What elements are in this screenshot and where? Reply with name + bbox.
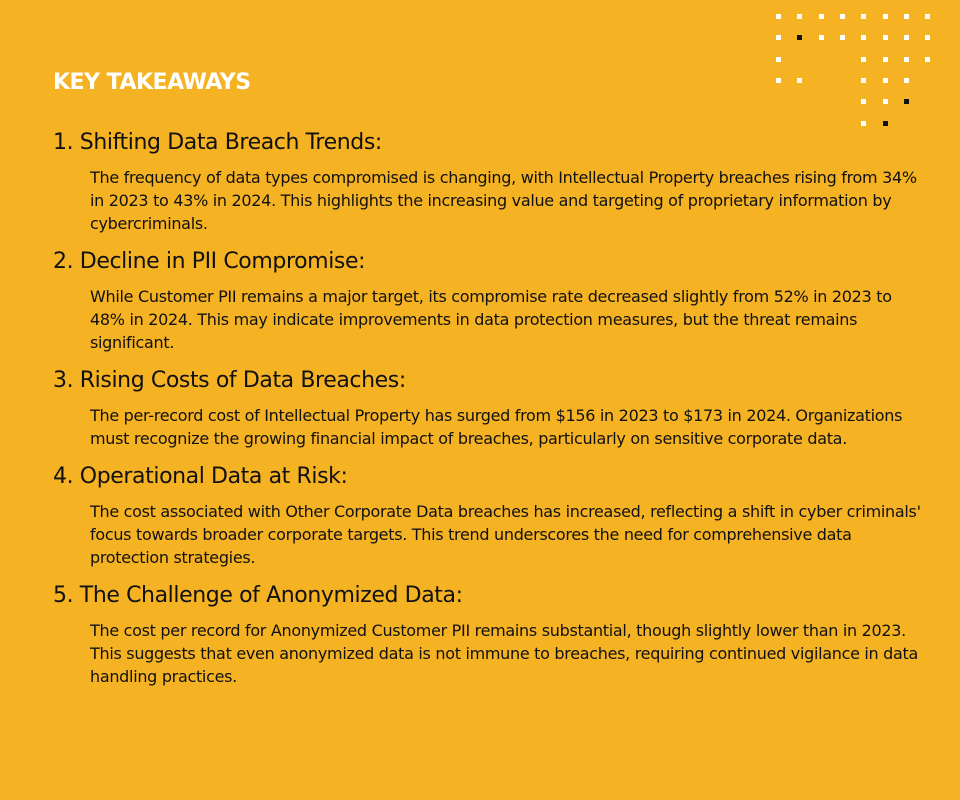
pattern-dot bbox=[840, 14, 845, 19]
takeaway-title: 1. Shifting Data Breach Trends: bbox=[53, 130, 382, 155]
takeaway-item bbox=[53, 581, 933, 688]
pattern-dot bbox=[797, 14, 802, 19]
pattern-dot bbox=[904, 35, 909, 40]
pattern-dot bbox=[776, 35, 781, 40]
accent-dot bbox=[883, 121, 888, 126]
pattern-dot bbox=[904, 78, 909, 83]
takeaway-title: 5. The Challenge of Anonymized Data: bbox=[53, 583, 463, 608]
takeaway-item bbox=[53, 247, 933, 354]
pattern-dot bbox=[776, 14, 781, 19]
pattern-dot bbox=[840, 35, 845, 40]
pattern-dot bbox=[861, 78, 866, 83]
pattern-dot bbox=[819, 14, 824, 19]
pattern-dot bbox=[861, 35, 866, 40]
pattern-dot bbox=[797, 78, 802, 83]
pattern-dot bbox=[925, 57, 930, 62]
decorative-dot-pattern bbox=[776, 14, 946, 134]
pattern-dot bbox=[925, 35, 930, 40]
pattern-dot bbox=[883, 57, 888, 62]
takeaway-item bbox=[53, 366, 933, 450]
pattern-dot bbox=[861, 57, 866, 62]
takeaway-body: The per-record cost of Intellectual Property has surged from $156 in 2023 to $173 in 2024. Organizations must recognize the growing financial impact of breaches, particularly on sensitive corporate data. bbox=[90, 406, 903, 448]
pattern-dot bbox=[861, 99, 866, 104]
page-title: KEY TAKEAWAYS bbox=[53, 70, 251, 95]
pattern-dot bbox=[883, 78, 888, 83]
takeaway-body: The cost associated with Other Corporate Data breaches has increased, reflecting a shift in cyber criminals' focus towards broader corporate targets. This trend underscores the need for comprehensive data protection strategies. bbox=[90, 502, 921, 567]
takeaway-title: 2. Decline in PII Compromise: bbox=[53, 249, 366, 274]
pattern-dot bbox=[883, 14, 888, 19]
takeaway-item bbox=[53, 128, 933, 235]
pattern-dot bbox=[883, 99, 888, 104]
pattern-dot bbox=[776, 57, 781, 62]
pattern-dot bbox=[925, 14, 930, 19]
accent-dot bbox=[797, 35, 802, 40]
takeaways-list bbox=[53, 128, 933, 700]
pattern-dot bbox=[819, 35, 824, 40]
takeaway-title: 3. Rising Costs of Data Breaches: bbox=[53, 368, 406, 393]
pattern-dot bbox=[861, 14, 866, 19]
takeaway-body: The cost per record for Anonymized Customer PII remains substantial, though slightly lower than in 2023. This suggests that even anonymized data is not immune to breaches, requiring continued vigilance in data handling practices. bbox=[90, 621, 919, 686]
takeaway-body: While Customer PII remains a major target, its compromise rate decreased slightly from 52% in 2023 to 48% in 2024. This may indicate improvements in data protection measures, but the threat remains significant. bbox=[90, 287, 892, 352]
pattern-dot bbox=[904, 14, 909, 19]
accent-dot bbox=[904, 99, 909, 104]
takeaway-title: 4. Operational Data at Risk: bbox=[53, 464, 348, 489]
pattern-dot bbox=[883, 35, 888, 40]
pattern-dot bbox=[776, 78, 781, 83]
pattern-dot bbox=[861, 121, 866, 126]
pattern-dot bbox=[904, 57, 909, 62]
takeaway-item bbox=[53, 462, 933, 569]
takeaway-body: The frequency of data types compromised is changing, with Intellectual Property breaches rising from 34% in 2023 to 43% in 2024. This highlights the increasing value and targeting of proprietary information by cybercriminals. bbox=[90, 168, 917, 233]
